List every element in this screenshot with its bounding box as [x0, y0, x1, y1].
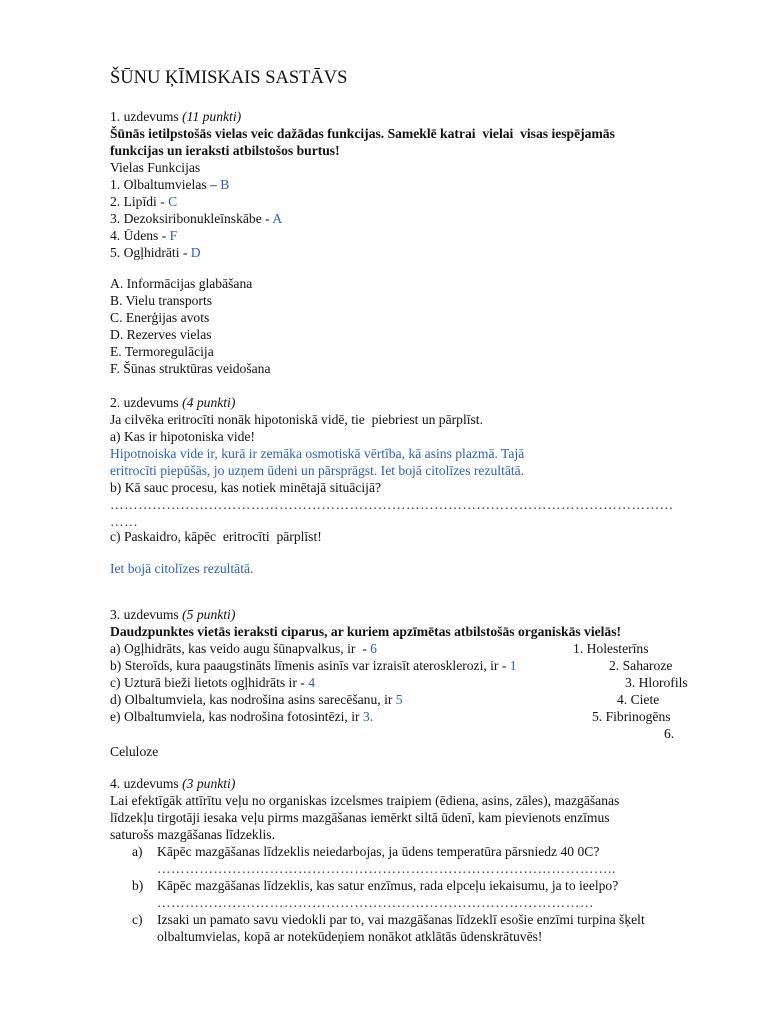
item-text: 2. Lipīdi - [110, 194, 169, 209]
task1-item [110, 176, 229, 193]
item-answer: C [168, 194, 178, 209]
task1-item [110, 244, 201, 261]
task2-heading-text: 2. uzdevums [110, 395, 183, 410]
item-text: d) Olbaltumviela, kas nodrošina asins sarecēšanu, ir [110, 692, 396, 707]
task4-intro-line3: saturošs mazgāšanas līdzeklis. [110, 827, 275, 842]
item-text: 3. Dezoksiribonukleīnskābe - [110, 211, 273, 226]
item-text: e) Olbaltumviela, kas nodrošina fotosintēzi, ir [110, 709, 363, 724]
task2-answer-b-dots-end: …… [110, 514, 139, 529]
function-option: B. Vielu transports [110, 293, 213, 308]
item-text: c) Uzturā bieži lietots ogļhidrāts ir - [110, 675, 309, 690]
task1-heading [110, 108, 241, 125]
item-answer: 4 [308, 675, 315, 690]
task2-answer-c: Iet bojā citolīzes rezultātā. [110, 561, 254, 576]
task2-answer-a-line1: Hipotnoiska vide ir, kurā ir zemāka osmotiskā vērtība, kā asins plazmā. Tajā [110, 446, 525, 461]
task2-answer-a-line2: eritrocīti piepūšās, jo uzņem ūdeni un pārsprāgst. Iet bojā citolīzes rezultātā. [110, 463, 525, 478]
task4-question-a: Kāpēc mazgāšanas līdzeklis neiedarbojas, ja ūdens temperatūra pārsniedz 40 0C? [157, 844, 600, 859]
task4-question-c-line1: Izsaki un pamato savu viedokli par to, vai mazgāšanas līdzeklī esošie enzīmi turpina šķelt [157, 912, 645, 927]
item-answer: A [272, 211, 283, 226]
task4-question-b: Kāpēc mazgāšanas līdzeklis, kas satur enzīmus, rada elpceļu iekaisumu, ja to ieelpo? [157, 878, 619, 893]
task2-heading [110, 394, 235, 411]
task3-instruction: Daudzpunktes vietās ieraksti ciparus, ar kuriem apzīmētas atbilstošās organiskās vielās! [110, 624, 622, 639]
item-answer: D [190, 245, 201, 260]
function-option: F. Šūnas struktūras veidošana [110, 361, 271, 376]
task3-item [110, 640, 377, 657]
task1-points: (11 punkti) [182, 109, 242, 124]
task1-item [110, 210, 282, 227]
task3-option: 4. Ciete [617, 692, 660, 707]
task1-item [110, 193, 177, 210]
task3-item [110, 708, 373, 725]
task4-question-c-label: c) [132, 912, 143, 927]
task1-heading-text: 1. uzdevums [110, 109, 183, 124]
task4-answer-b-dots: ………………………………………………………………………………… [157, 895, 594, 910]
task3-option: 3. Hlorofils [625, 675, 688, 690]
function-option: D. Rezerves vielas [110, 327, 212, 342]
task3-points: (5 punkti) [182, 607, 236, 622]
task1-columns: Vielas Funkcijas [110, 160, 201, 175]
task3-option: 1. Holesterīns [573, 641, 649, 656]
task4-question-a-label: a) [132, 844, 143, 859]
task4-heading [110, 775, 235, 792]
task3-heading-text: 3. uzdevums [110, 607, 183, 622]
task2-intro: Ja cilvēka eritrocīti nonāk hipotoniskā vidē, tie piebriest un pārplīst. [110, 412, 483, 427]
item-text: 5. Ogļhidrāti - [110, 245, 191, 260]
task3-option-6-number: 6. [664, 726, 675, 741]
function-option: C. Enerģijas avots [110, 310, 210, 325]
task3-option: 5. Fibrinogēns [592, 709, 671, 724]
item-answer: F [169, 228, 178, 243]
task3-heading [110, 606, 235, 623]
task3-option-6-text: Celuloze [110, 744, 159, 759]
item-answer: 6 [370, 641, 377, 656]
task2-question-c: c) Paskaidro, kāpēc eritrocīti pārplīst! [110, 529, 322, 544]
task2-points: (4 punkti) [182, 395, 236, 410]
item-text: b) Steroīds, kura paaugstināts līmenis asinīs var izraisīt aterosklerozi, ir - [110, 658, 510, 673]
task1-instruction-line2: funkcijas un ieraksti atbilstošos burtus! [110, 143, 340, 158]
item-answer: 1 [509, 658, 517, 673]
task2-question-a: a) Kas ir hipotoniska vide! [110, 429, 255, 444]
item-answer: B [220, 177, 230, 192]
task4-heading-text: 4. uzdevums [110, 776, 183, 791]
page-title: ŠŪNU ĶĪMISKAIS SASTĀVS [110, 68, 348, 88]
task1-item [110, 227, 177, 244]
task1-instruction-line1: Šūnās ietilpstošās vielas veic dažādas funkcijas. Sameklē katrai vielai visas iespējamās [110, 126, 615, 141]
task4-question-b-label: b) [132, 878, 144, 893]
task3-item [110, 674, 315, 691]
task3-item [110, 691, 403, 708]
task2-question-b: b) Kā sauc procesu, kas notiek minētajā situācijā? [110, 480, 382, 495]
task3-item [110, 657, 517, 674]
task4-answer-a-dots: …………………………………………………………………………………….. [157, 861, 616, 876]
item-text: a) Ogļhidrāts, kas veido augu šūnapvalkus, ir - [110, 641, 371, 656]
task3-option: 2. Saharoze [609, 658, 673, 673]
task4-points: (3 punkti) [182, 776, 236, 791]
function-option: E. Termoregulācija [110, 344, 214, 359]
task2-answer-b-dots: ………………………………………………………………………………………………………… [110, 497, 674, 512]
task4-question-c-line2: olbaltumvielas, kopā ar notekūdeņiem nonākot atklātās ūdenskrātuvēs! [157, 929, 543, 944]
task4-intro-line2: līdzekļu tirgotāji iesaka veļu pirms mazgāšanas iemērkt siltā ūdenī, kam pievienots enzīmus [110, 810, 610, 825]
item-text: 4. Ūdens - [110, 228, 170, 243]
task4-intro-line1: Lai efektīgāk attīrītu veļu no organiskas izcelsmes traipiem (ēdiena, asins, zāles), mazgāšanas [110, 793, 620, 808]
item-text: 1. Olbaltumvielas – [110, 177, 221, 192]
item-answer: 5 [395, 692, 403, 707]
function-option: A. Informācijas glabāšana [110, 276, 253, 291]
item-answer: 3. [362, 709, 374, 724]
